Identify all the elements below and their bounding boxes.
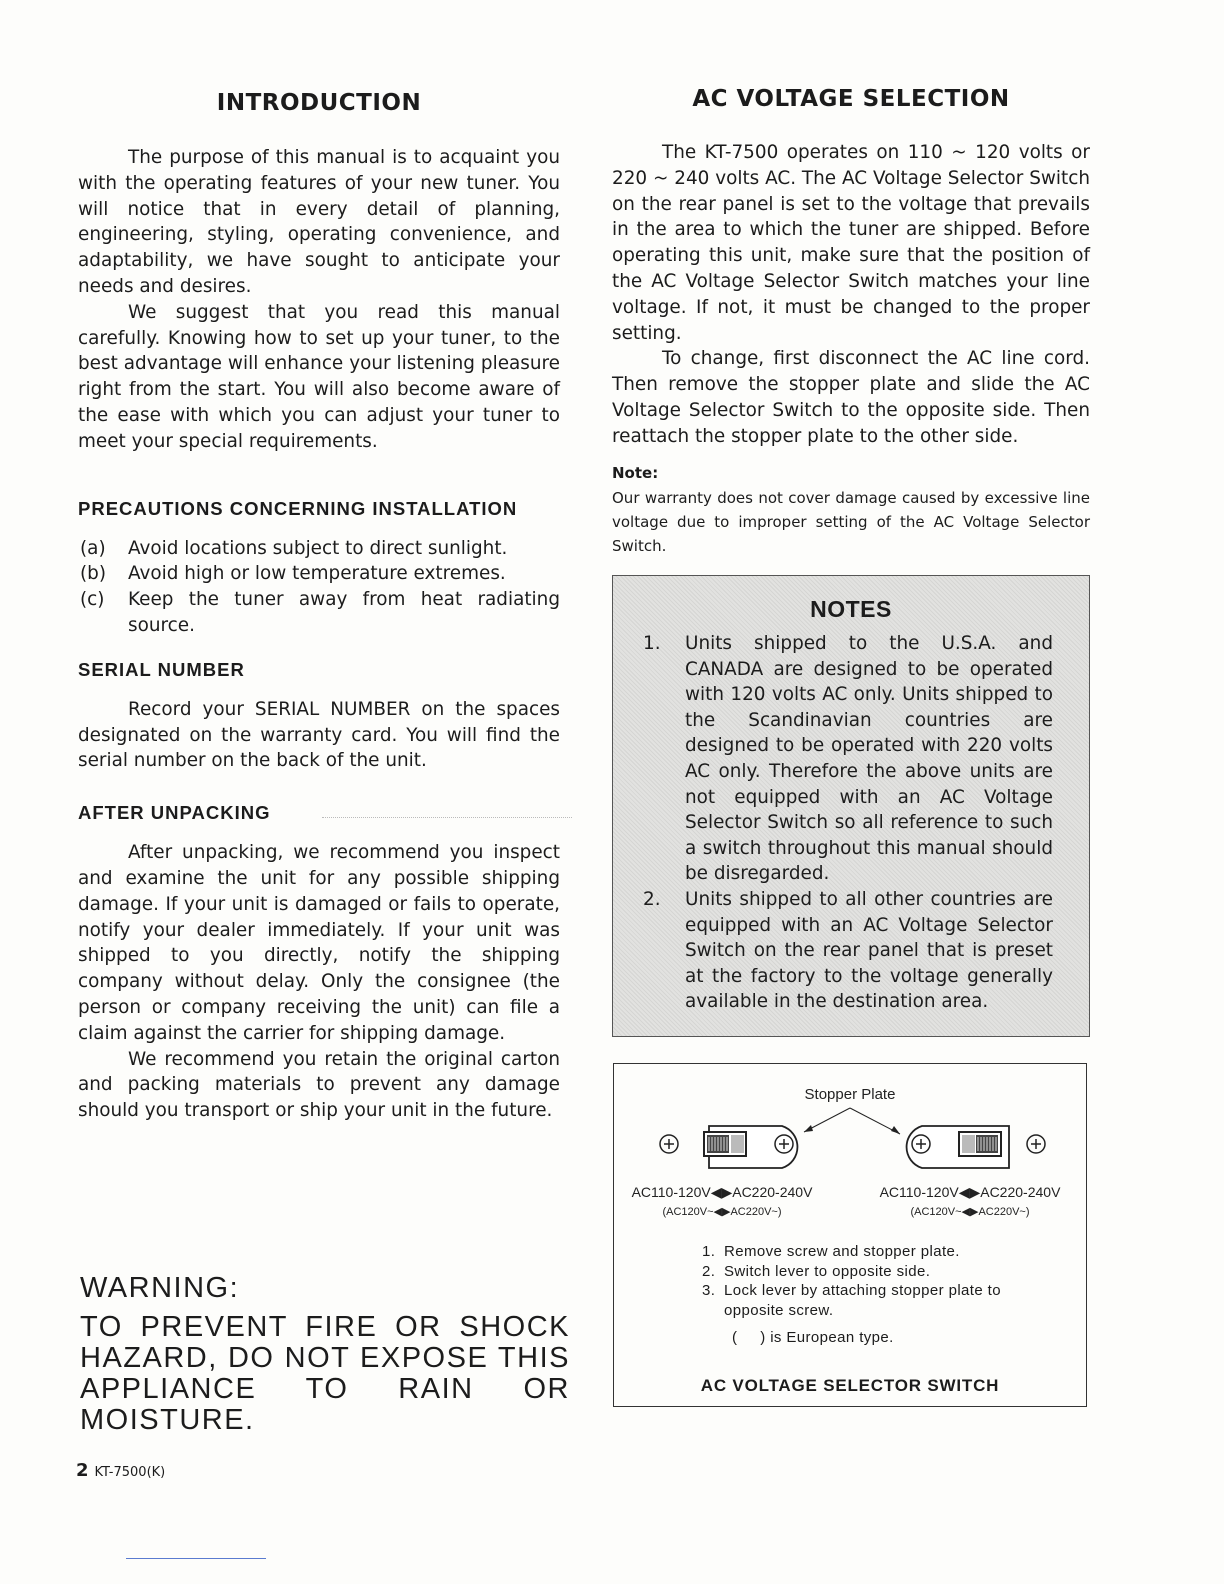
- left-voltage-label: AC110-120V◀▶AC220-240V: [631, 1184, 813, 1200]
- step-text: Switch lever to opposite side.: [724, 1262, 931, 1280]
- unpacking-paragraph-2: We recommend you retain the original carton and packing materials to prevent any damage should you transport or ship your unit in the future.: [78, 1048, 560, 1122]
- item-label: (b): [80, 563, 107, 585]
- scan-edge-line: [126, 1558, 266, 1559]
- stopper-plate-label: Stopper Plate: [804, 1086, 896, 1103]
- warning-title: WARNING:: [80, 1272, 240, 1304]
- item-label: 2.: [643, 888, 661, 910]
- right-voltage-label: AC110-120V◀▶AC220-240V: [879, 1184, 1061, 1200]
- step-number: 3.: [702, 1282, 716, 1299]
- item-text: Keep the tuner away from heat radiating source.: [128, 589, 560, 636]
- step-number: 2.: [702, 1262, 716, 1280]
- screw-cross: [1031, 1139, 1041, 1149]
- list-item: [702, 1281, 1014, 1320]
- warning-body: TO PREVENT FIRE OR SHOCK HAZARD, DO NOT EXPOSE THIS APPLIANCE TO RAIN OR MOISTURE.: [80, 1311, 570, 1436]
- serial-paragraph: Record your SERIAL NUMBER on the spaces designated on the warranty card. You will find the serial number on the back of the unit.: [78, 698, 560, 772]
- arrowhead: [804, 1125, 813, 1132]
- page-footer: [76, 1460, 165, 1481]
- model-number: KT-7500(K): [94, 1465, 166, 1480]
- step-text: Remove screw and stopper plate.: [724, 1243, 960, 1260]
- intro-paragraph-1: The purpose of this manual is to acquaint you with the operating features of your new tuner. You will notice that in every detail of planning, engineering, styling, operating convenience, and adaptability, we have sought to anticipate your needs and desires.: [78, 147, 560, 297]
- item-label: (c): [80, 589, 105, 611]
- list-item: [78, 536, 560, 562]
- precautions-heading: PRECAUTIONS CONCERNING INSTALLATION: [78, 497, 518, 519]
- ac-paragraph-1: The KT-7500 operates on 110 ~ 120 volts or 220 ~ 240 volts AC. The AC Voltage Selector Switch on the rear panel is set to the voltage that prevails in the area to which the tuner are shipped. Before operating this unit, make sure that the position of the AC Voltage Selector Switch matches your line voltage. If not, it must be changed to the proper setting.: [612, 142, 1090, 344]
- ac-voltage-heading: AC VOLTAGE SELECTION: [692, 86, 1010, 112]
- switch-slot: [731, 1135, 744, 1153]
- divider: [322, 817, 572, 818]
- switch-illustration: [614, 1064, 1088, 1408]
- list-item: [78, 587, 560, 639]
- right-switch: [907, 1126, 1045, 1168]
- list-item: [702, 1242, 1014, 1262]
- left-switch: [660, 1126, 797, 1168]
- right-column: [612, 86, 1090, 558]
- list-item: [702, 1262, 1014, 1282]
- page-number: 2: [76, 1460, 89, 1481]
- diagram-steps: [702, 1242, 1014, 1348]
- introduction-heading: INTRODUCTION: [216, 90, 422, 116]
- unpacking-paragraph-1: After unpacking, we recommend you inspect and examine the unit for any possible shipping damage. If your unit is damaged or fails to operate, notify your dealer immediately. If your unit was shipped to you directly, notify the shipping company without delay. Only the consignee (the person or company receiving the unit) can file a claim against the carrier for shipping damage.: [78, 842, 560, 1044]
- ac-paragraph-2: To change, first disconnect the AC line cord. Then remove the stopper plate and slide the AC Voltage Selector Switch to the opposite side. Then reattach the stopper plate to the other side.: [612, 348, 1090, 447]
- list-item: [641, 631, 1053, 887]
- switch-slot: [962, 1135, 975, 1153]
- step-text: Lock lever by attaching stopper plate to opposite screw.: [724, 1282, 1001, 1319]
- lever-grip: [709, 1137, 727, 1151]
- item-text: Units shipped to the U.S.A. and CANADA are designed to be operated with 120 volts AC only. Units shipped to the Scandinavian countries are designed to be operated with 220 volts AC only. Therefore the above units are not equipped with an AC Voltage Selector Switch so all reference to such a switch throughout this manual should be disregarded.: [685, 633, 1053, 885]
- note-label: Note:: [612, 463, 659, 482]
- right-euro-label: (AC120V~◀▶AC220V~): [910, 1206, 1030, 1218]
- note-text: Our warranty does not cover damage caused by excessive line voltage due to improper setting of the AC Voltage Selector Switch.: [612, 488, 1090, 555]
- intro-paragraph-2: We suggest that you read this manual carefully. Knowing how to set up your tuner, to the best advantage will enhance your listening pleasure right from the start. You will also become aware of the ease with which you can adjust your tuner to meet your special requirements.: [78, 301, 560, 452]
- left-euro-label: (AC120V~◀▶AC220V~): [662, 1206, 782, 1218]
- list-item: [641, 887, 1053, 1015]
- after-unpacking-heading: AFTER UNPACKING: [78, 802, 271, 824]
- notes-box: [612, 575, 1090, 1037]
- left-column: [78, 90, 560, 1124]
- diagram-caption: AC VOLTAGE SELECTOR SWITCH: [700, 1376, 1000, 1395]
- lever-grip: [978, 1137, 996, 1151]
- item-text: Units shipped to all other countries are equipped with an AC Voltage Selector Switch on the rear panel that is preset at the factory to the voltage generally available in the destination area.: [685, 888, 1053, 1013]
- item-text: Avoid locations subject to direct sunlight.: [128, 537, 508, 559]
- precautions-list: [78, 536, 560, 639]
- selector-switch-diagram: [613, 1063, 1087, 1407]
- european-type-note: ( ) is European type.: [732, 1329, 894, 1346]
- item-label: (a): [80, 537, 106, 559]
- notes-list: [641, 631, 1053, 1015]
- notes-title: NOTES: [810, 596, 892, 622]
- step-number: 1.: [702, 1243, 716, 1260]
- screw-cross: [664, 1139, 674, 1149]
- serial-number-heading: SERIAL NUMBER: [78, 658, 245, 680]
- item-label: 1.: [643, 633, 661, 654]
- item-text: Avoid high or low temperature extremes.: [128, 563, 506, 585]
- warning-block: [80, 1270, 570, 1436]
- arrowhead: [891, 1126, 900, 1134]
- list-item: [78, 561, 560, 587]
